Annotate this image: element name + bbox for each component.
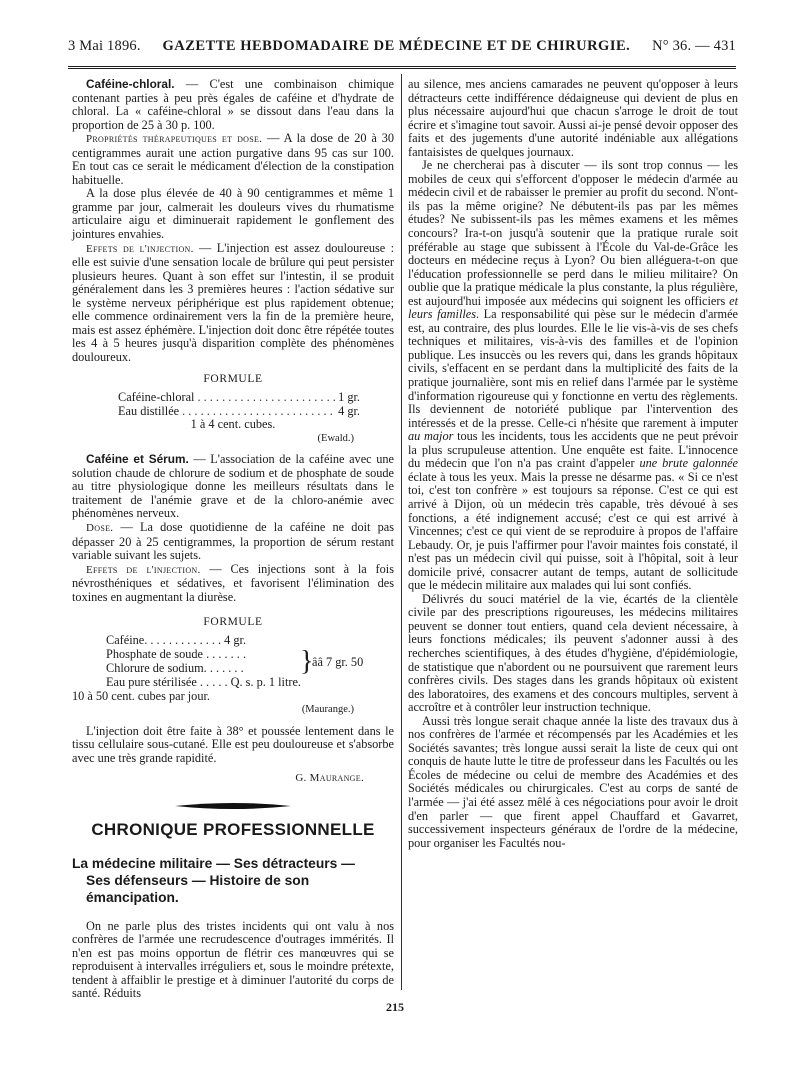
- serum-injection-paragraph: Effets de l'injection. — Ces injections sont à la fois névrosthéniques et sédatives, et favorisent l'élimination des toxines en augmentant la diurèse.: [72, 561, 394, 604]
- header-rule-thin: [68, 68, 736, 69]
- page-number: 215: [386, 1000, 404, 1014]
- dose-paragraph: Dose. — La dose quotidienne de la caféine ne doit pas dépasser 20 à 25 centigrammes, la proportion de sérum restant variable suivant les sujets.: [72, 519, 394, 563]
- formula-2-author: (Maurange.): [301, 704, 354, 716]
- formula-2-title: FORMULE: [203, 616, 263, 629]
- article-subtitle: La médecine militaire — Ses détracteurs — Ses défenseurs — Histoire de son émancipation.: [72, 855, 355, 905]
- right-paragraph-4: Aussi très longue serait chaque année la liste des travaux dus à nos confrères de l'armée et récompensés par les Académies et les Sociétés savantes; très longue aussi serait la liste de ceux qui ont conquis de haute lutte le titre de professeur dans les Facultés ou les Écoles de médecine ou celui de membre des Académies et des Sociétés médicales ou chirurgicales. C'est au corps de santé de l'armée — j'ai été assez mêlé à ces négociations pour avoir le droit d'en parler — que firent appel Chauffard et Gavarret, successivement inspecteurs généraux de l'ordre de la médecine, pour organiser les Facultés nou-: [408, 713, 738, 850]
- ornament-divider: [173, 801, 293, 811]
- right-paragraph-1: au silence, mes anciens camarades ne peuvent qu'opposer à leurs détracteurs cette indifférence dédaigneuse qui devient de plus en plus nécessaire aujourd'hui que chacun s'arroge le droit de tout écrire et s'imagine tout savoir. Aussi ai-je pensé devoir opposer des faits et des jugements d'une autorité indéniable aux allégations fantaisistes de quelques journaux.: [408, 77, 738, 159]
- formula-1-note: 1 à 4 cent. cubes.: [190, 417, 276, 432]
- formula-1-title: FORMULE: [203, 373, 263, 386]
- serum-injection-label: Effets de l'injection.: [86, 563, 201, 576]
- formula-1-row: Caféine-chloral . . . 1 gr.: [72, 391, 394, 405]
- column-divider: [401, 74, 402, 990]
- formula-1-author: (Ewald.): [317, 432, 354, 444]
- signature: G. Maurange.: [295, 771, 364, 784]
- injection-effects-label: Effets de l'injection.: [86, 242, 194, 255]
- formula-2-phosphate: Phosphate de soude . . . . . . .: [106, 646, 247, 661]
- formula-2-chlorure: Chlorure de sodium. . . . . . .: [106, 660, 244, 675]
- cafeine-serum-paragraph: Caféine et Sérum. — L'association de la caféine avec une solution chaude de chlorure de sodium et de phosphate de soude au titre physiologique donne les meilleurs résultats dans le traitement de l'anémie grave et de la chloro-anémie avec phénomènes nerveux.: [72, 452, 394, 521]
- properties-label: Propriétés thérapeutiques et dose.: [86, 133, 263, 146]
- cafeine-chloral-heading: Caféine-chloral.: [86, 77, 175, 91]
- right-column: [408, 78, 738, 850]
- dose-label: Dose.: [86, 521, 114, 534]
- cafeine-chloral-paragraph: Caféine-chloral. — C'est une combinaison chimique contenant parties à peu près égales de caféine et d'hydrate de chloral. La « caféine-chloral » se dissout dans l'eau dans la proportion de 25 à 30 p. 100.: [72, 77, 394, 132]
- formula-1-row: Eau distillée . . . 4 gr.: [72, 405, 394, 419]
- header-title: GAZETTE HEBDOMADAIRE DE MÉDECINE ET DE CHIRURGIE.: [162, 38, 631, 54]
- formula-2-block: [72, 634, 394, 690]
- cafeine-serum-heading: Caféine et Sérum.: [86, 452, 189, 467]
- chronique-paragraph: On ne parle plus des tristes incidents qui ont valu à nos confrères de l'armée une recrudescence d'outrages immérités. Il n'en est pas moins opportun de flétrir ces manœuvres qui se reproduisent à intervalles irréguliers et, sous le moindre prétexte, tendent à affaiblir le prestige et à diminuer l'autorité du corps de santé. Réduits: [72, 918, 394, 1001]
- formula-2-dose: ââ 7 gr. 50: [312, 654, 364, 669]
- page-header: [68, 38, 736, 62]
- section-title: CHRONIQUE PROFESSIONNELLE: [91, 820, 375, 840]
- header-date: 3 Mai 1896.: [68, 38, 141, 54]
- formula-2-note: 10 à 50 cent. cubes par jour.: [72, 688, 210, 703]
- right-paragraph-3: Délivrés du souci matériel de la vie, écartés de la clientèle civile par des prescriptions rigoureuses, les médecins militaires peuvent se donner tout entiers, quand cela devient nécessaire, à leurs fonctions médicales; ils peuvent s'adonner aussi à des recherches scientifiques, à des études d'hygiène, d'épidémiologie, de statistique que n'abordent ou ne poursuivent que rarement leurs confrères civils. Des stages dans les grands hôpitaux où existent des laboratoires, des examens et des concours multiples, servent à accroître et à contrôler leur instruction technique.: [408, 591, 738, 715]
- brace: }: [300, 645, 314, 677]
- higher-dose-paragraph: A la dose plus élevée de 40 à 90 centigrammes et même 1 gramme par jour, calmerait les douleurs vives du rhumatisme articulaire aigu et diminuerait rapidement le gonflement des jointures envahies.: [72, 186, 394, 242]
- header-issue: N° 36. — 431: [652, 38, 736, 54]
- properties-paragraph: Propriétés thérapeutiques et dose. — A la dose de 20 à 30 centigrammes aurait une action purgative dans 95 cas sur 100. En tout cas ce serait le médicament d'élection de la constipation habituelle.: [72, 131, 394, 187]
- injection-effects-paragraph: Effets de l'injection. — L'injection est assez douloureuse : elle est suivie d'une sensation locale de brûlure qui peut persister plusieurs heures. Quant à son effet sur l'intestin, il se produit généralement dans les 3 premières heures : l'action sédative sur le système nerveux périphérique est plus rapidement obtenue; elle commence ordinairement vers la fin de la première heure, mais est assez éphémère. L'injection doit donc être répétée toutes les 4 à 5 heures jusqu'à disparition complète des phénomènes douloureux.: [72, 240, 395, 364]
- left-column: [72, 78, 394, 1001]
- formula-2-cafeine: Caféine. . . . . . . . . . . . . 4 gr.: [106, 632, 247, 647]
- closing-paragraph: L'injection doit être faite à 38° et poussée lentement dans le tissu cellulaire sous-cutané. Elle est peu douloureuse et s'absorbe avec une très grande rapidité.: [72, 723, 394, 765]
- header-rule: [68, 66, 736, 67]
- formula-2-eau: Eau pure stérilisée . . . . . Q. s. p. 1 litre.: [106, 674, 301, 689]
- right-paragraph-2: Je ne chercherai pas à discuter — ils sont trop connus — les mobiles de ceux qui s'efforcent d'opposer le médecin d'armée au médecin civil et de rabaisser le premier au profit du second. N'ont-ils pas la même origine? Ne débutent-ils pas par les mêmes études? Ne subissent-ils pas les mêmes examens et les mêmes concours? Ira-t-on jusqu'à soutenir que la pratique rurale soit préférable au stage que subissent à l'École du Val-de-Grâce les docteurs en médecine reçus à Lyon? Ou bien alléguera-t-on que l'éducation professionnelle se perd dans le milieu militaire? On oublie que la pratique médicale la plus constante, la plus régulière, est aujourd'hui imposée aux médecins qui soignent les officiers et leurs familles. La responsabilité qui pèse sur le médecin d'armée est, au contraire, des plus lourdes. Elle le lie vis-à-vis de ses chefs techniques et militaires, vis-à-vis des familles et de l'opinion publique. Les insuccès ou les revers qui, dans les grands hôpitaux civils, s'effacent en se perdant dans la multiplicité des faits de la pratique journalière, sont mis en relief dans l'armée par le système d'information rigoureuse qui y fonctionne en vertu des règlements. Ils deviennent de notoriété publique par l'intervention des intéressés et de la presse. Celle-ci n'hésite que rarement à imputer au major tous les incidents, tous les accidents que ne peut prévoir la plus scrupuleuse attention. Une enquête est faite. L'innocence du médecin que l'on n'a pas craint d'appeler une brute galonnée éclate à tous les yeux. Mais la presse ne désarme pas. « Si ce n'est toi, c'est ton confrère » est toujours sa réponse. C'est ce qui est arrivé à Dijon, où un médecin très capable, très dévoué à ses fonctions, a été indignement accusé; c'est ce qui est arrivé à Vincennes; c'est ce qui vient de se reproduire à propos de l'affaire Lebaudy. Or, je puis l'affirmer pour l'avoir maintes fois constaté, il n'est pas un médecin civil qui puisse, soit à l'hôpital, soit à leur domicile privé, consacrer autant de temps, autant de sollicitude que le médecin militaire aux malades qui lui sont confiés.: [408, 158, 739, 593]
